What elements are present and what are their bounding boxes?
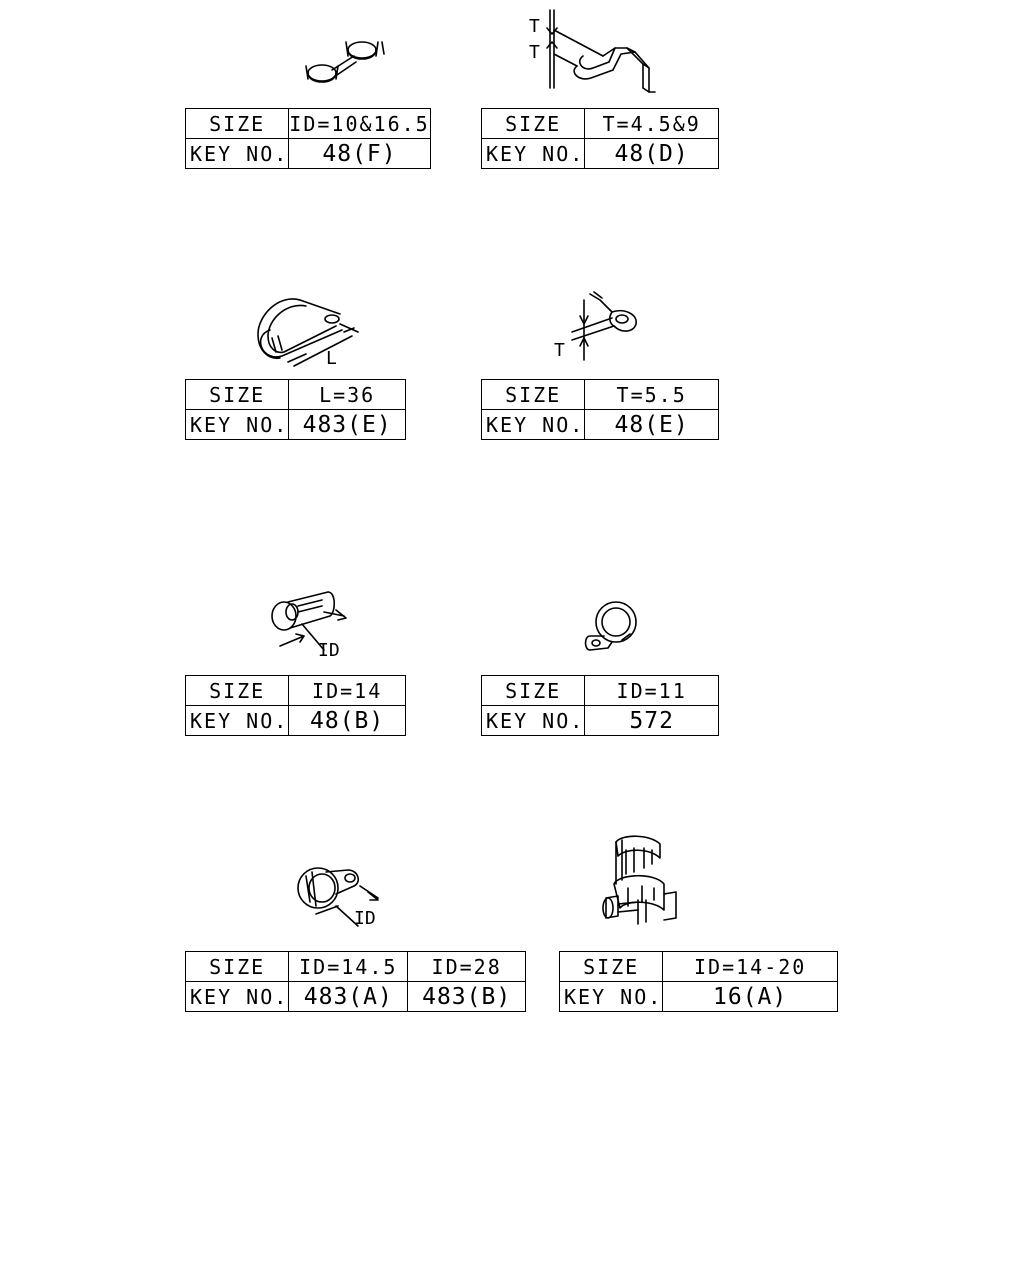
clip-f-drawing [582,596,644,656]
key-no-value-alt: 483(B) [408,982,526,1012]
size-label: SIZE [560,952,663,982]
size-value: T=5.5 [585,380,719,410]
dim-label-id: ID [354,908,376,929]
clip-e-spec-table [185,675,406,736]
key-no-label: KEY NO. [482,706,585,736]
size-value: T=4.5&9 [585,109,719,139]
clip-f-spec-table [481,675,719,736]
key-no-value: 483(E) [289,410,406,440]
key-no-label: KEY NO. [186,139,289,169]
dim-label-t-upper: T [529,16,540,37]
key-no-value: 572 [585,706,719,736]
size-value: ID=14.5 [289,952,408,982]
size-value: ID=14-20 [663,952,838,982]
key-no-value: 48(D) [585,139,719,169]
size-value: ID=14 [289,676,406,706]
clip-c-spec-table [185,379,406,440]
key-no-value: 48(F) [289,139,430,169]
key-no-label: KEY NO. [186,410,289,440]
size-value: L=36 [289,380,406,410]
key-no-value: 48(B) [289,706,406,736]
clip-h-spec-table [559,951,838,1012]
key-no-label: KEY NO. [482,410,585,440]
key-no-value: 48(E) [585,410,719,440]
size-label: SIZE [186,380,289,410]
size-value-alt: ID=28 [408,952,526,982]
clip-a-drawing [298,30,393,92]
key-no-label: KEY NO. [560,982,663,1012]
clip-g-spec-table [185,951,526,1012]
clip-a-spec-table [185,108,431,169]
size-label: SIZE [482,676,585,706]
key-no-label: KEY NO. [186,982,289,1012]
dim-label-t-lower: T [529,42,540,63]
size-label: SIZE [186,676,289,706]
size-value: ID=11 [585,676,719,706]
key-no-value: 16(A) [663,982,838,1012]
clip-d-spec-table [481,379,719,440]
clip-g-drawing [292,862,388,928]
size-label: SIZE [482,380,585,410]
dim-label-t: T [554,340,565,361]
size-label: SIZE [482,109,585,139]
size-value: ID=10&16.5 [289,109,430,139]
key-no-label: KEY NO. [482,139,585,169]
clip-b-drawing [525,8,665,100]
clip-c-drawing [248,292,368,374]
key-no-value: 483(A) [289,982,408,1012]
key-no-label: KEY NO. [186,706,289,736]
clip-e-drawing [262,588,372,660]
dim-label-id: ID [318,640,340,661]
size-label: SIZE [186,109,289,139]
dim-label-l: L [326,348,337,369]
clip-d-drawing [552,290,642,368]
clip-h-drawing [598,834,680,928]
size-label: SIZE [186,952,289,982]
clip-b-spec-table [481,108,719,169]
